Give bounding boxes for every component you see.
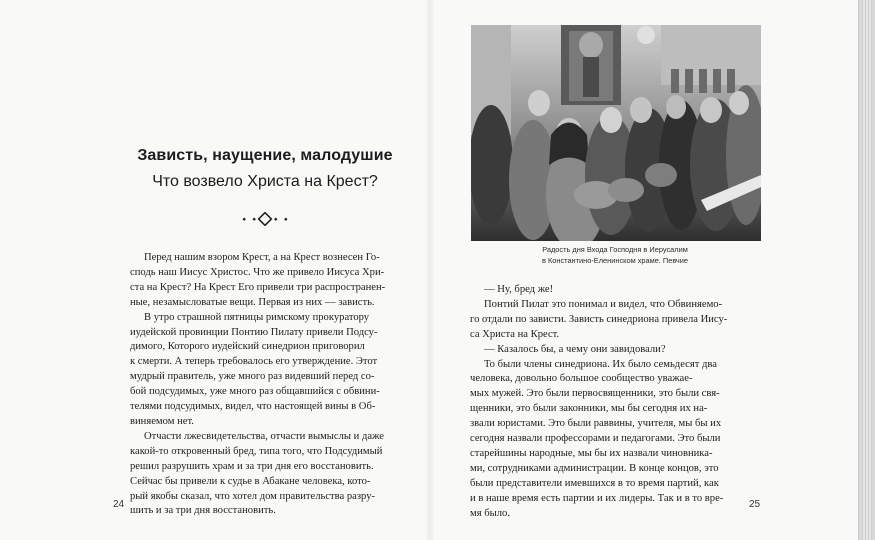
text-line: человека, довольно большое сообщество уважае- (470, 373, 693, 385)
left-page (0, 0, 430, 540)
text-line: Перед нашим взором Крест, а на Крест вознесен Го- (144, 252, 380, 263)
photo-caption (470, 245, 760, 266)
text-line: решил разрушить храм и за три дня его восстановить. (130, 460, 374, 472)
text-line: димого, Которого иудейский синедрион приговорил (130, 341, 365, 353)
text-line: какой-то откровенный бред, типа того, что Подсудимый (130, 445, 383, 457)
chapter-subtitle: Что возвело Христа на Крест? (152, 173, 378, 190)
text-line: мых мужей. Это были первосвященники, это были свя- (470, 388, 720, 400)
text-line: сподь наш Иисус Христос. Что же привело Иисуса Хри- (130, 266, 385, 278)
text-line: щенники, это были законники, мы бы сегодня их на- (470, 403, 708, 415)
text-line: го отдали по зависти. Зависть синедриона привела Иису- (470, 313, 728, 325)
right-body-text (470, 283, 755, 522)
text-line: и в наше время есть партии и их лидеры. Так и в то вре- (470, 492, 724, 504)
diamond-ornament-icon (242, 212, 288, 226)
text-line: ные, незамысловатые вещи. Первая из них — зависть. (130, 296, 375, 308)
caption-line: Радость дня Входа Господня в Иерусалим (542, 245, 688, 254)
text-line: были представители имевшихся в то время партий, как (470, 477, 719, 489)
chapter-title: Зависть, наущение, малодушие (137, 147, 393, 164)
text-line: са Христа на Крест. (470, 328, 560, 340)
church-choir-photo (471, 25, 761, 241)
text-line: ми, сотрудниками администрации. В конце концов, это (470, 462, 719, 474)
page-edge-lines (862, 0, 872, 540)
text-line: звали юристами. Это были раввины, учителя, мы бы их (470, 418, 722, 430)
text-line: Сейчас бы привели к судье в Абакане человека, кото- (130, 475, 371, 487)
text-line: То были члены синедриона. Их было семьдесят два (484, 358, 717, 370)
page-edge (858, 0, 875, 540)
text-line: телями подсудимых, видел, что настоящей вины в Об- (130, 401, 376, 413)
page-number-right: 25 (749, 499, 761, 510)
page-number-left: 24 (113, 499, 125, 510)
text-line: мудрый правитель, уже много раз видевший перед со- (130, 371, 375, 383)
text-line: В утро страшной пятницы римскому прокуратору (144, 311, 370, 323)
text-line: Отчасти лжесвидетельства, отчасти вымыслы и даже (144, 430, 384, 442)
book-gutter (425, 0, 435, 540)
text-line: рый якобы сказал, что хотел дом правительства разру- (130, 490, 376, 502)
text-line: иудейской провинции Понтию Пилату привели Подсу- (130, 326, 378, 338)
left-body-text (130, 251, 415, 519)
text-line: старейшины народные, мы бы их назвали чиновника- (470, 447, 713, 459)
text-line: сегодня назвали профессорами и педагогами. Это были (470, 433, 721, 445)
text-line: ста на Крест? На Крест Его привели три распространен- (130, 281, 386, 293)
caption-line: в Константино-Еленинском храме. Певчие (541, 255, 689, 265)
text-line: к смерти. А теперь требовалось его утверждение. Этот (130, 356, 378, 368)
text-line: мя было. (470, 507, 510, 519)
text-line: — Казалось бы, а чему они завидовали? (484, 343, 666, 355)
text-line: виняемом нет. (130, 415, 194, 427)
text-line: Понтий Пилат это понимал и видел, что Обвиняемо- (484, 298, 723, 310)
text-line: — Ну, бред же! (484, 284, 554, 295)
text-line: бой подсудимых, уже много раз общавшийся с обвини- (130, 386, 380, 398)
text-line: шить и за три дня восстановить. (130, 505, 276, 517)
